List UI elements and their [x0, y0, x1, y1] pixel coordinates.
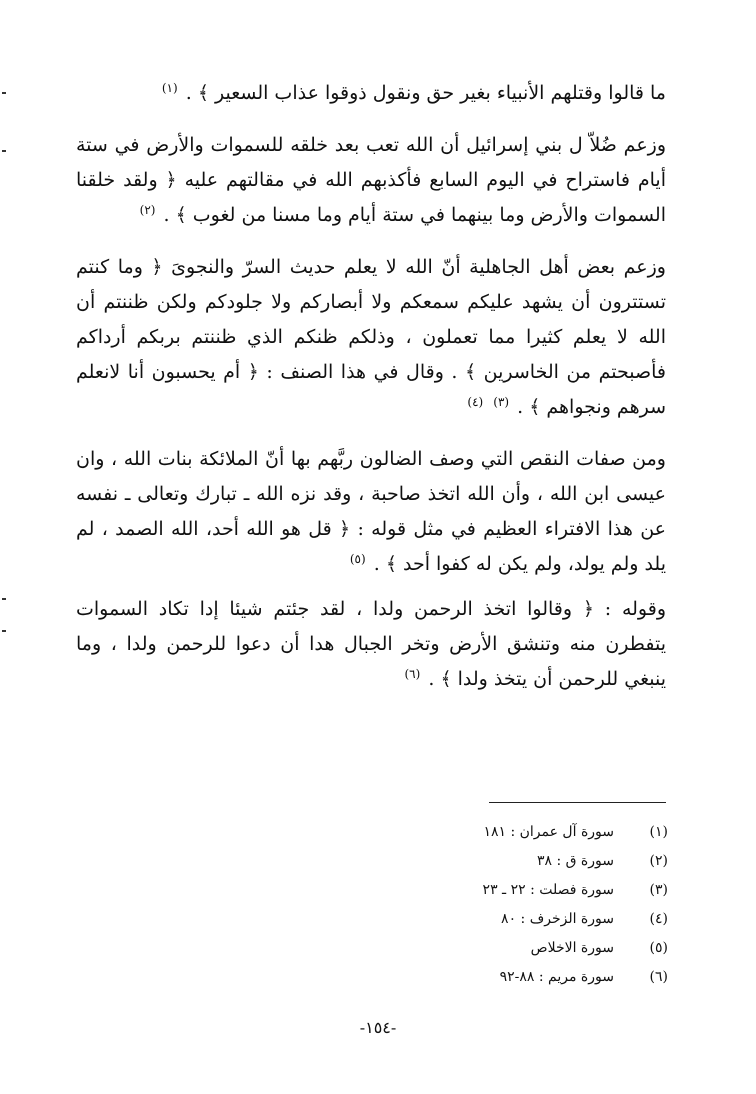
footnote-number: (١) — [649, 824, 668, 840]
footnote-ref: (٢) — [139, 202, 156, 217]
footnote-number: (٥) — [649, 940, 668, 956]
footnote-ref: (١) — [161, 80, 178, 95]
paragraph-5 — [76, 592, 666, 697]
paragraph-text: وقوله : ﴿ وقالوا اتخذ الرحمن ولدا ، لقد جئتم شيئا إدا تكاد السموات يتفطرن منه وتنشق الأرض وتخر الجبال هدا أن دعوا للرحمن ولدا ، وما ينبغي للرحمن أن يتخذ ولدا ﴾ . — [76, 598, 666, 690]
footnote-number: (٣) — [649, 882, 668, 898]
paragraph-text: وزعم ضُلاّ ل بني إسرائيل أن الله تعب بعد خلقه للسموات والأرض في ستة أيام فاستراح في اليوم السابع فأكذبهم الله في مقالتهم عليه ﴿ ولقد خلقنا السموات والأرض وما بينهما في ستة أيام وما مسنا من لغوب ﴾ . — [76, 134, 666, 226]
footnote-ref: (٦) — [404, 666, 421, 681]
footnote-text: سورة آل عمران : ١٨١ — [483, 824, 614, 840]
footnote-item — [368, 905, 668, 934]
footnote-item — [368, 818, 668, 847]
footnote-item — [368, 876, 668, 905]
paragraph-2 — [76, 128, 666, 233]
footnote-text: سورة فصلت : ٢٢ ـ ٢٣ — [482, 882, 614, 898]
footnote-item — [368, 847, 668, 876]
paragraph-3 — [76, 250, 666, 425]
footnote-ref: (٣) — [493, 394, 510, 409]
scan-mark — [2, 598, 6, 600]
paragraph-text: ومن صفات النقص التي وصف الضالون ربَّهم بها أنّ الملائكة بنات الله ، وان عيسى ابن الله ، وأن الله اتخذ صاحبة ، وقد نزه الله ـ تبارك وتعالى ـ نفسه عن هذا الافتراء العظيم في مثل قوله : ﴿ قل هو الله أحد، الله الصمد ، لم يلد ولم يولد، ولم يكن له كفوا أحد ﴾ . — [76, 448, 666, 575]
footnote-ref: (٥) — [349, 551, 366, 566]
footnote-item — [368, 963, 668, 992]
footnote-text: سورة الاخلاص — [530, 940, 614, 956]
footnote-text: سورة ق : ٣٨ — [536, 853, 614, 869]
page-number: -١٥٤- — [359, 1018, 397, 1037]
footnote-number: (٦) — [649, 969, 668, 985]
scan-mark — [2, 92, 6, 94]
footnote-number: (٤) — [649, 911, 668, 927]
footnote-item — [368, 934, 668, 963]
paragraph-4 — [76, 442, 666, 582]
paragraph-text: وزعم بعض أهل الجاهلية أنّ الله لا يعلم حديث السرّ والنجوىَ ﴿ وما كنتم تستترون أن يشهد عليكم سمعكم ولا أبصاركم ولا جلودكم ولكن ظننتم أن الله لا يعلم كثيرا مما تعملون ، وذلكم ظنكم الذي ظننتم بربكم أرداكم فأصبحتم من الخاسرين ﴾ . وقال في هذا الصنف : ﴿ أم يحسبون أنا لانعلم سرهم ونجواهم ﴾ . — [76, 256, 666, 418]
paragraph-text: ما قالوا وقتلهم الأنبياء بغير حق ونقول ذوقوا عذاب السعير ﴾ . — [185, 82, 666, 104]
footnote-ref: (٤) — [467, 394, 484, 409]
footnote-text: سورة الزخرف : ٨٠ — [501, 911, 614, 927]
footnote-text: سورة مريم : ٨٨-٩٢ — [499, 969, 614, 985]
paragraph-1 — [76, 76, 666, 111]
footnote-separator — [489, 802, 666, 803]
scan-mark — [2, 630, 6, 632]
scan-mark — [2, 150, 6, 152]
footnotes-list — [368, 818, 668, 992]
footnote-number: (٢) — [649, 853, 668, 869]
